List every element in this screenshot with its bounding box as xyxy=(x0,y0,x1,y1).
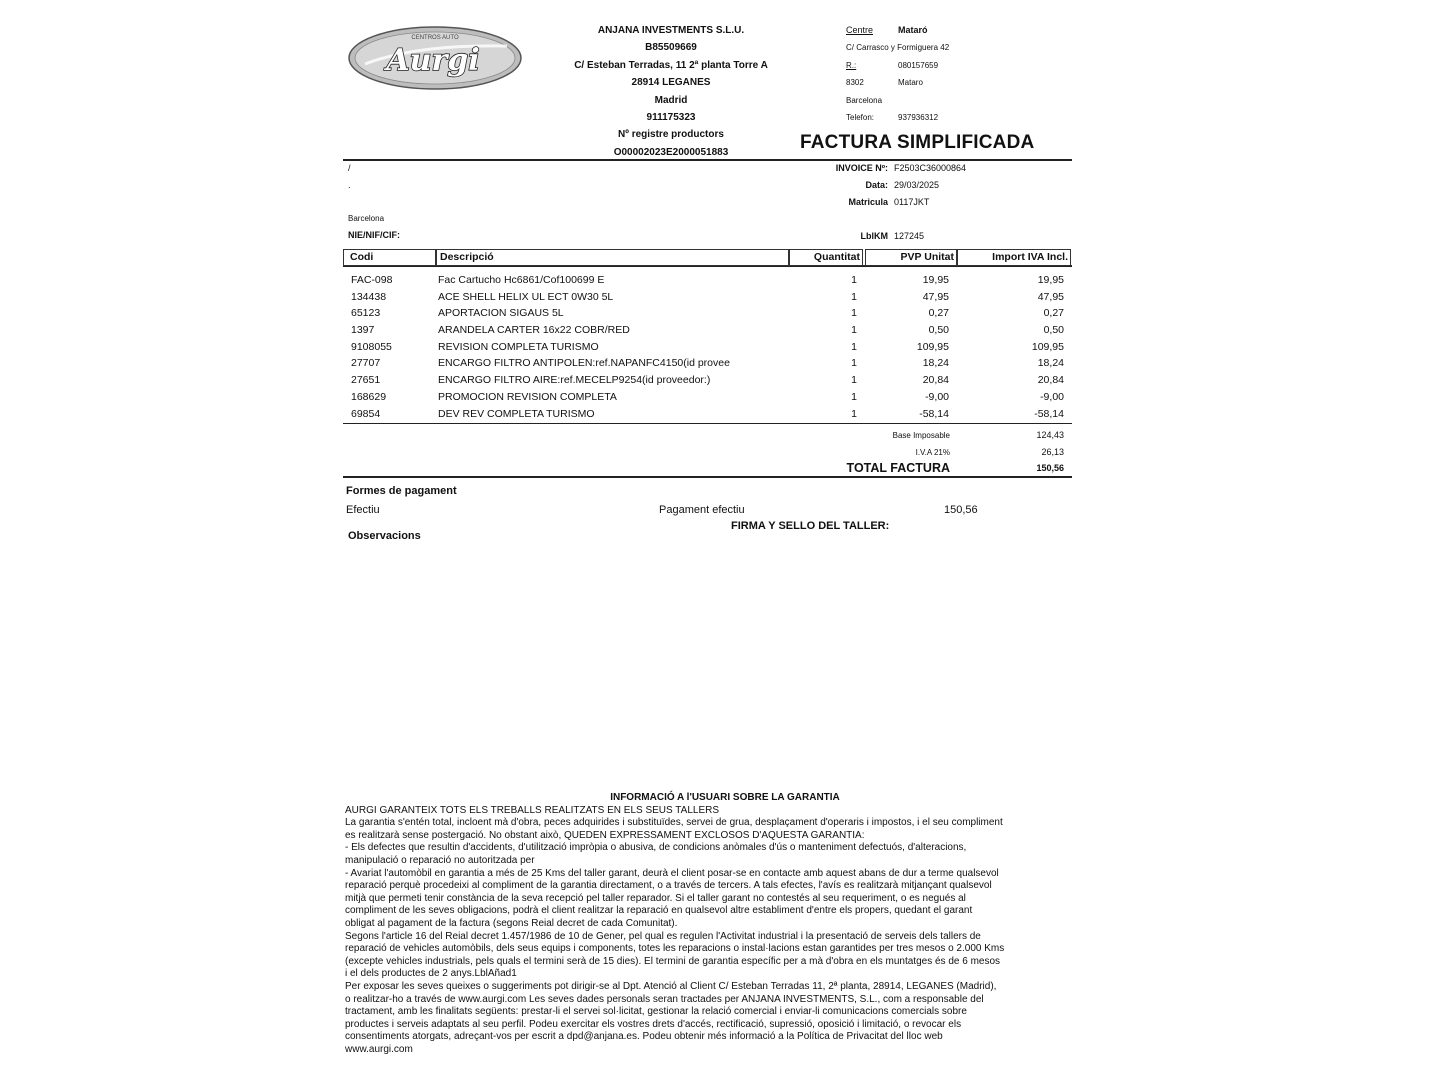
item-unit-price: 47,95 xyxy=(922,290,949,303)
warranty-line: es realitzarà sense postergació. No obstant això, QUEDEN EXPRESSAMENT EXCLOSOS D'AQUESTA GARANTIA: xyxy=(345,829,865,841)
producer-register-label: Nº registre productors xyxy=(618,129,724,141)
item-unit-price: 19,95 xyxy=(922,274,949,286)
item-code: 27707 xyxy=(351,357,381,370)
item-code: FAC-098 xyxy=(351,274,393,286)
warranty-line: AURGI GARANTEIX TOTS ELS TREBALLS REALITZATS EN ELS SEUS TALLERS xyxy=(345,804,720,816)
item-quantity: 1 xyxy=(851,324,857,337)
item-description: ENCARGO FILTRO AIRE:ref.MECELP9254(id proveedor:) xyxy=(438,374,711,387)
item-quantity: 1 xyxy=(851,290,857,303)
customer-line-2: . xyxy=(348,180,351,190)
item-quantity: 1 xyxy=(851,390,857,403)
invoice-date-row xyxy=(818,180,939,190)
phone-label: Telefon: xyxy=(846,112,875,122)
ri-value: 080157659 xyxy=(898,60,939,70)
centre-city: Mataro xyxy=(898,78,923,88)
total-label: TOTAL FACTURA xyxy=(846,461,950,475)
item-description: Fac Cartucho Hc6861/Cof100699 E xyxy=(438,274,605,286)
item-description: APORTACION SIGAUS 5L xyxy=(438,307,564,320)
items-divider xyxy=(343,423,1072,424)
warranty-title: INFORMACIÓ A l'USUARI SOBRE LA GARANTIA xyxy=(610,792,840,803)
invoice-number-label: INVOICE Nº: xyxy=(835,163,888,173)
item-description: ARANDELA CARTER 16x22 COBR/RED xyxy=(438,324,630,337)
payment-method: Efectiu xyxy=(346,504,380,516)
warranty-line: reparació perquè procedeixi al compliment de la garantia directament, o a través de tercers. A tals efectes, l'avís es realitzarà mitjançant qualsevol xyxy=(345,880,992,892)
warranty-line: reparació de vehicles automòbils, dels seus equips i components, totes les reparacions o instal·lacions estan garantides per tres mesos o 2.000 Kms xyxy=(345,943,1005,955)
customer-line-1: / xyxy=(348,163,351,173)
plate-value: 0117JKT xyxy=(894,197,930,207)
warranty-text xyxy=(345,805,1105,1057)
warranty-line: La garantia s'entén total, incloent mà d'obra, peces adquirides i substituïdes, servei de grua, desplaçament d'operaris i impostos, i el seu compliment xyxy=(345,817,1003,829)
table-row xyxy=(343,372,1072,389)
warranty-line: productes i serveis adaptats al seu perfil. Podeu exercitar els vostres drets d'accés, rectificació, supressió, oposició i limitació, o revocar els xyxy=(345,1018,962,1030)
item-import: 20,84 xyxy=(1037,374,1064,387)
iva-value: 26,13 xyxy=(1041,447,1064,457)
warranty-line: consentiments atorgats, adreçant-vos per escrit a dpd@anjana.es. Podeu obtenir més informació a la Política de Privacitat del lloc web xyxy=(345,1031,943,1043)
invoice-number-row xyxy=(818,163,966,173)
centre-address: C/ Carrasco y Formiguera 42 xyxy=(846,43,950,53)
item-code: 65123 xyxy=(351,307,381,320)
km-value: 127245 xyxy=(894,231,925,241)
base-label: Base Imposable xyxy=(892,431,950,440)
document-title: FACTURA SIMPLIFICADA xyxy=(800,132,1035,153)
item-unit-price: 20,84 xyxy=(922,374,949,387)
item-description: REVISION COMPLETA TURISMO xyxy=(438,340,599,353)
warranty-section xyxy=(345,792,1105,1056)
item-unit-price: 109,95 xyxy=(916,340,949,353)
plate-row xyxy=(818,197,929,207)
warranty-line: mitjà que permeti tenir constància de la seva recepció pel taller reparador. Si el taller garant no contestés al seu requeriment, o es negués al xyxy=(345,892,966,904)
centre-label: Centre xyxy=(846,25,874,35)
item-description: PROMOCION REVISION COMPLETA xyxy=(438,390,617,403)
warranty-line: o realitzar-ho a través de www.aurgi.com Les seves dades personals seran tractades per ANJANA INVESTMENTS, S.L., com a responsable del xyxy=(345,993,984,1005)
item-import: 0,27 xyxy=(1043,307,1064,320)
item-import: 18,24 xyxy=(1037,357,1064,370)
km-label: LblKM xyxy=(860,231,888,241)
item-description: ENCARGO FILTRO ANTIPOLEN:ref.NAPANFC4150(id provee xyxy=(438,357,730,370)
customer-nif-label: NIE/NIF/CIF: xyxy=(348,230,400,240)
company-phone: 911175323 xyxy=(646,112,696,124)
item-import: 0,50 xyxy=(1043,324,1064,337)
line-items xyxy=(343,272,1072,422)
company-province: Madrid xyxy=(654,94,688,106)
invoice-date: 29/03/2025 xyxy=(894,180,940,190)
company-info xyxy=(560,22,782,161)
warranty-line: manipulació o reparació no autoritzada per xyxy=(345,854,535,866)
warranty-line: i el dels productes de 2 anys.LblAñad1 xyxy=(345,968,517,980)
warranty-line: (excepte vehicles industrials, pels quals el termini serà de 15 dies). El termini de garantia específic per a mà d'obra en els muntatges és de 6 mesos xyxy=(345,955,1001,967)
item-unit-price: 18,24 xyxy=(922,357,949,370)
warranty-line: obligat al pagament de la factura (segons Reial decret de cada Comunitat). xyxy=(345,917,678,929)
item-quantity: 1 xyxy=(851,340,857,353)
centre-province: Barcelona xyxy=(846,95,883,105)
item-import: -9,00 xyxy=(1040,390,1064,403)
payment-heading: Formes de pagament xyxy=(346,485,457,497)
table-row xyxy=(343,355,1072,372)
base-value: 124,43 xyxy=(1036,430,1064,440)
col-import-header: Import IVA Incl. xyxy=(957,249,1071,266)
table-row xyxy=(343,406,1072,423)
item-quantity: 1 xyxy=(851,407,857,420)
item-quantity: 1 xyxy=(851,307,857,320)
company-address: C/ Esteban Terradas, 11 2ª planta Torre A xyxy=(574,59,768,71)
iva-label: I.V.A 21% xyxy=(915,448,950,457)
item-description: ACE SHELL HELIX UL ECT 0W30 5L xyxy=(438,290,614,303)
item-unit-price: -9,00 xyxy=(925,390,949,403)
centre-postcode: 8302 xyxy=(846,78,864,88)
table-row xyxy=(343,389,1072,406)
table-row xyxy=(343,322,1072,339)
phone-value: 937936312 xyxy=(898,112,939,122)
col-desc-header: Descripció xyxy=(435,249,789,266)
warranty-line: tractament, amb les finalitats següents: prestar-li el servei sol·licitat, gestionar la relació comercial i enviar-li comunicacions comercials sobre xyxy=(345,1006,967,1018)
signature-label: FIRMA Y SELLO DEL TALLER: xyxy=(731,520,890,532)
total-value: 150,56 xyxy=(1036,463,1064,473)
km-row xyxy=(818,231,924,241)
item-unit-price: 0,27 xyxy=(928,307,949,320)
table-row xyxy=(343,305,1072,322)
company-postcode: 28914 LEGANES xyxy=(631,77,711,89)
table-row xyxy=(343,272,1072,289)
payment-amount: 150,56 xyxy=(944,504,978,516)
item-import: 47,95 xyxy=(1037,290,1064,303)
warranty-line: Segons l'article 16 del Reial decret 1.457/1986 de 10 de Gener, pel qual es regulen l'Activitat industrial i la presentació de serveis dels tallers de xyxy=(345,930,981,942)
warranty-line: www.aurgi.com xyxy=(345,1043,413,1055)
company-cif: B85509669 xyxy=(645,42,697,54)
payment-description: Pagament efectiu xyxy=(659,504,745,516)
item-code: 69854 xyxy=(351,407,381,420)
col-qty-header: Quantitat xyxy=(789,249,863,266)
customer-city: Barcelona xyxy=(348,214,385,223)
item-quantity: 1 xyxy=(851,357,857,370)
table-header xyxy=(343,249,1072,267)
col-pvp-header: PVP Unitat xyxy=(865,249,957,266)
item-code: 168629 xyxy=(351,390,387,403)
item-description: DEV REV COMPLETA TURISMO xyxy=(438,407,595,420)
header-divider xyxy=(343,159,1072,161)
invoice-date-label: Data: xyxy=(865,180,888,190)
table-row xyxy=(343,289,1072,306)
warranty-line: compliment de les seves obligacions, podrà el client realitzar la reparació en qualsevol altre establiment d'entre els propers, quedant el garant xyxy=(345,905,973,917)
warranty-line: - Els defectes que resultin d'accidents, d'utilització impròpia o abusiva, de condicions anòmales d'ús o manteniment defectuós, d'alteracions, xyxy=(345,842,967,854)
col-code-header: Codi xyxy=(343,249,437,266)
table-row xyxy=(343,339,1072,356)
observations-label: Observacions xyxy=(348,530,421,542)
centre-info xyxy=(846,22,949,126)
plate-label: Matricula xyxy=(848,197,888,207)
item-quantity: 1 xyxy=(851,274,857,286)
totals-divider xyxy=(343,476,1072,478)
producer-register-number: O00002023E2000051883 xyxy=(613,146,729,158)
svg-text:CENTROS AUTO: CENTROS AUTO xyxy=(411,35,459,41)
item-unit-price: 0,50 xyxy=(928,324,949,337)
item-code: 27651 xyxy=(351,374,381,387)
item-unit-price: -58,14 xyxy=(919,407,949,420)
item-import: -58,14 xyxy=(1034,407,1064,420)
company-name: ANJANA INVESTMENTS S.L.U. xyxy=(597,25,745,36)
invoice-number: F2503C36000864 xyxy=(894,163,967,173)
item-code: 1397 xyxy=(351,324,375,337)
aurgi-logo xyxy=(347,24,523,92)
warranty-line: Per exposar les seves queixes o suggeriments pot dirigir-se al Dpt. Atenció al Client C/ Esteban Terradas 11, 2ª planta, 28914, LEGANES (Madrid), xyxy=(345,980,997,992)
item-quantity: 1 xyxy=(851,374,857,387)
item-import: 19,95 xyxy=(1037,274,1064,286)
ri-label: R.: xyxy=(846,60,857,70)
svg-text:Aurgi: Aurgi xyxy=(386,43,480,78)
item-import: 109,95 xyxy=(1031,340,1064,353)
item-code: 9108055 xyxy=(351,340,392,353)
item-code: 134438 xyxy=(351,290,387,303)
warranty-line: - Avariat l'automòbil en garantia a més de 25 Kms del taller garant, deurà el client posar-se en contacte amb aquest abans de dur a terme qualsevol xyxy=(345,867,999,879)
centre-value: Mataró xyxy=(898,25,928,35)
